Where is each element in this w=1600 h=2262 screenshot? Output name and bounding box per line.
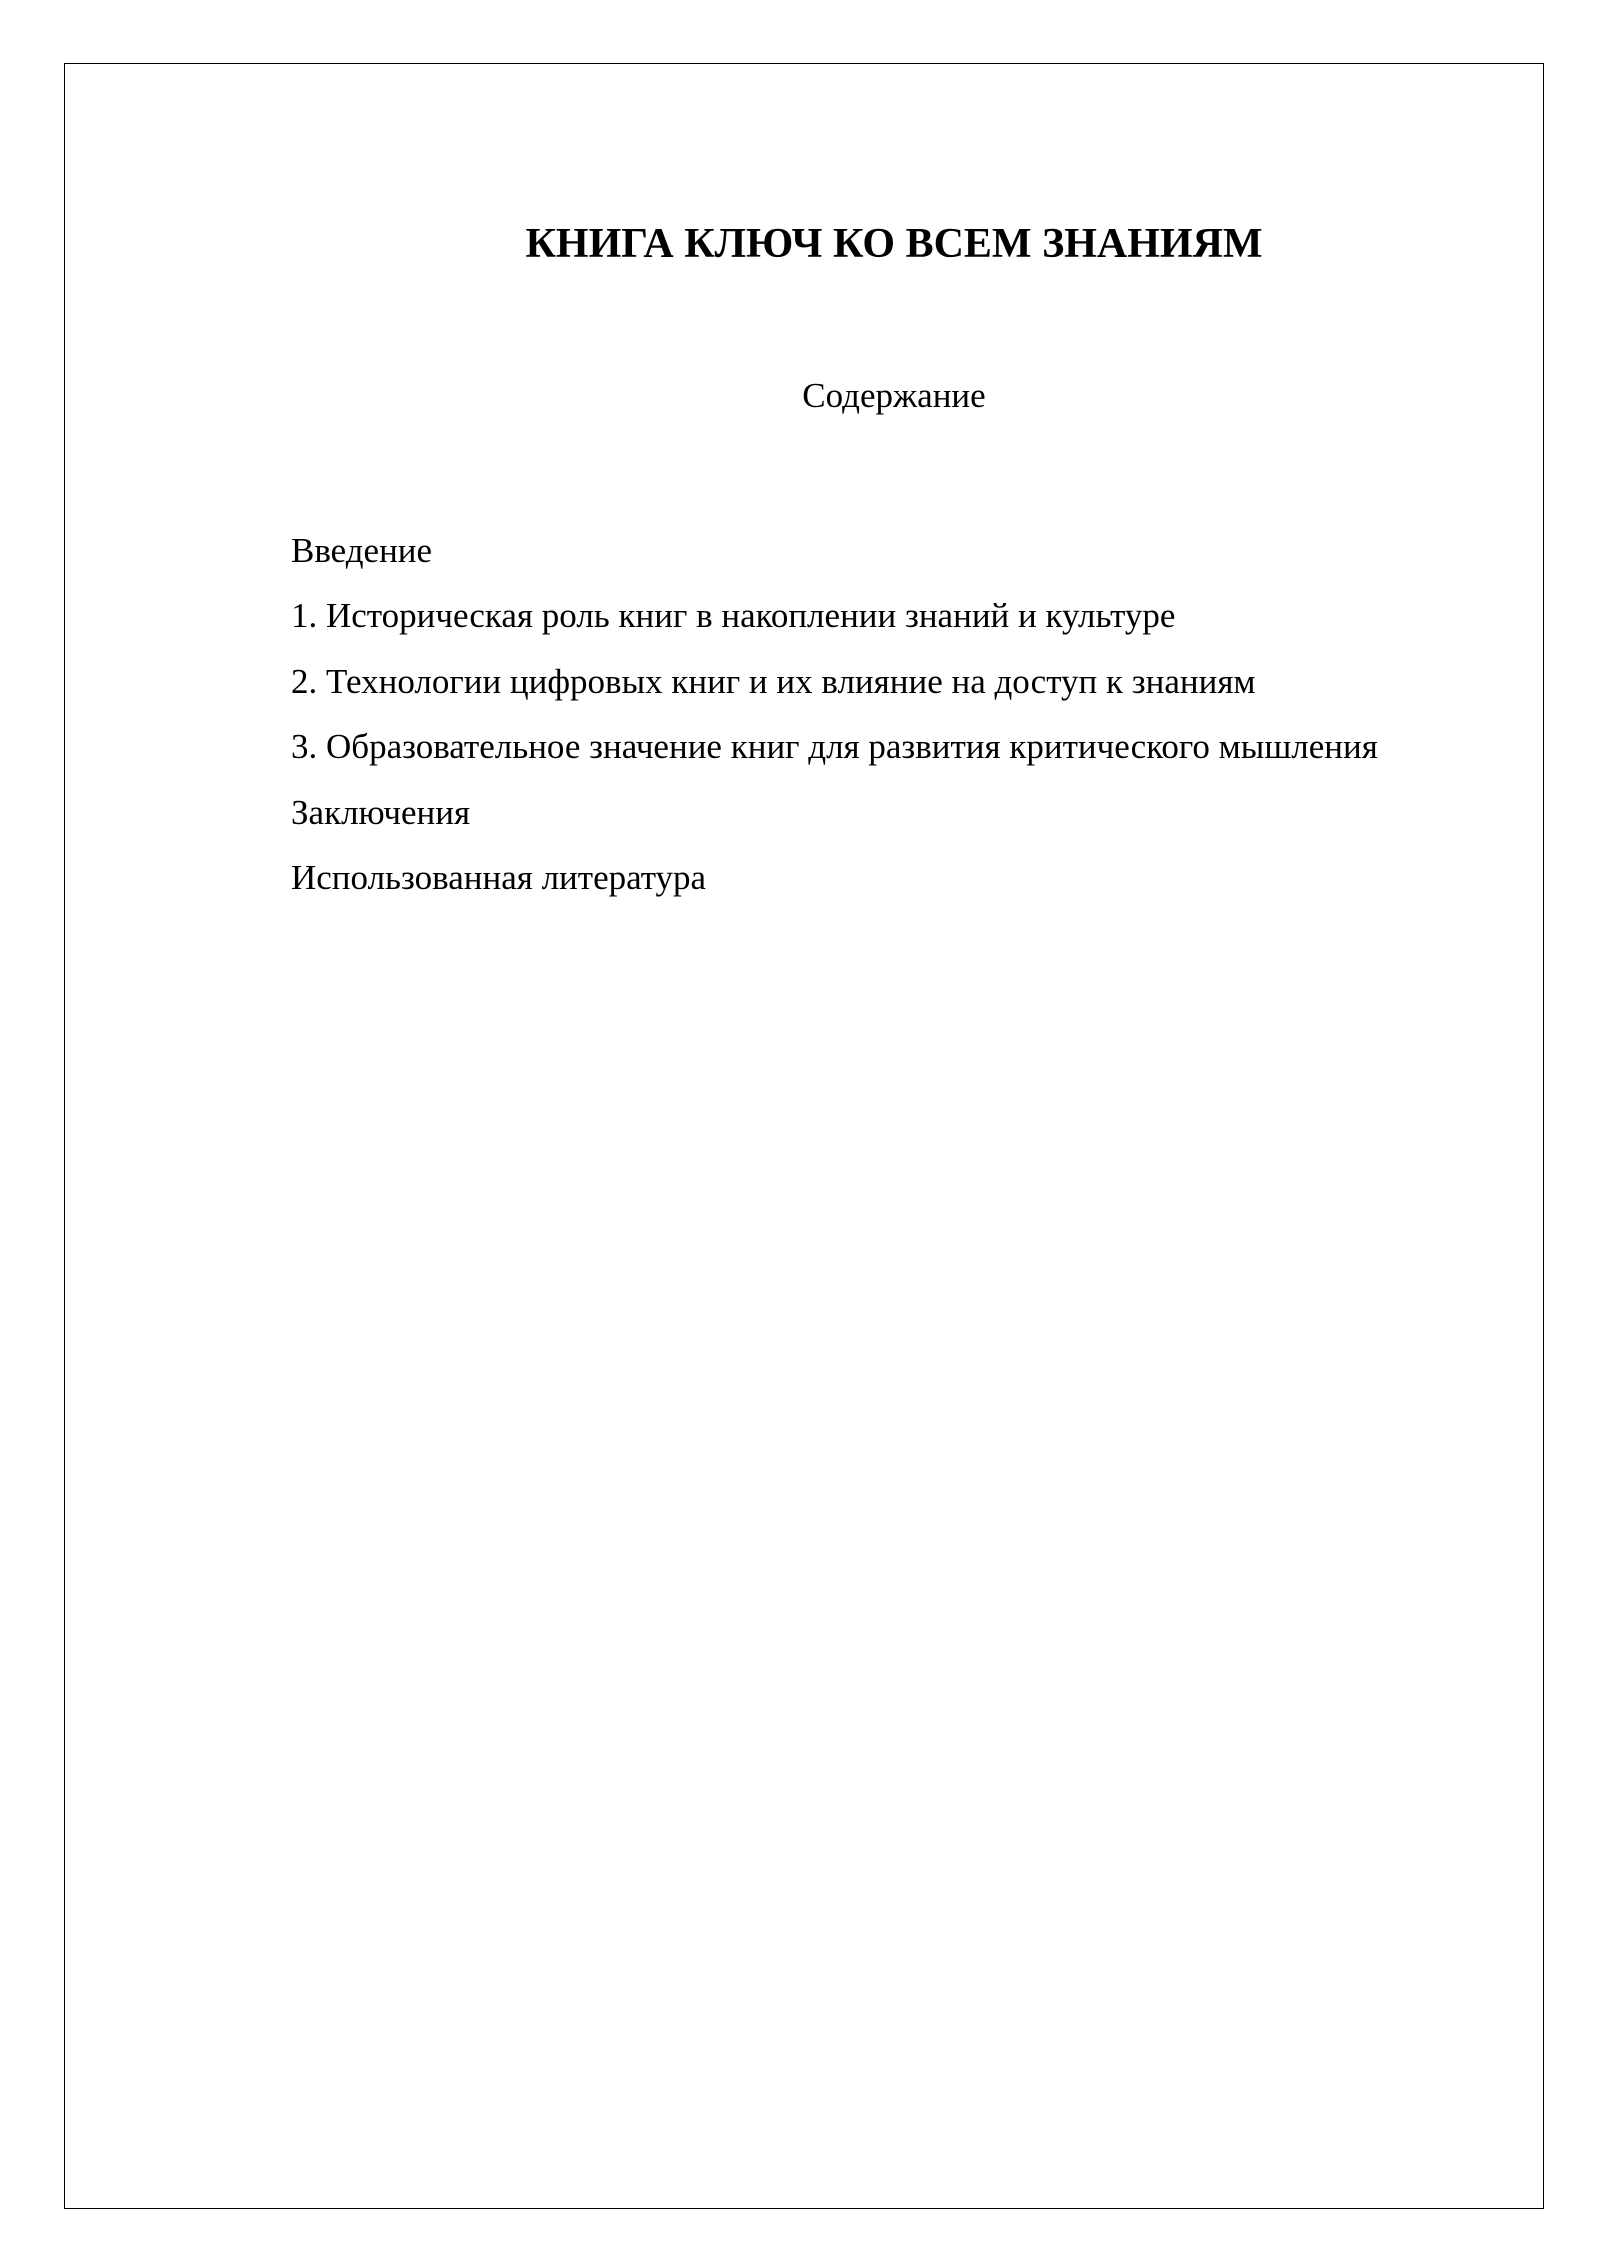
toc-item-chapter-2: 2. Технологии цифровых книг и их влияние на доступ к знаниям <box>291 661 1256 701</box>
toc-item-introduction: Введение <box>291 531 433 570</box>
document-title: КНИГА КЛЮЧ КО ВСЕМ ЗНАНИЯМ <box>525 221 1263 267</box>
toc-item-references: Использованная литература <box>291 858 707 898</box>
toc-item-chapter-1: 1. Историческая роль книг в накоплении знаний и культуре <box>291 596 1176 636</box>
toc-heading: Содержание <box>802 376 986 415</box>
table-of-contents <box>291 518 1378 910</box>
toc-item-chapter-3: 3. Образовательное значение книг для развития критического мышления <box>291 727 1378 767</box>
toc-item-conclusion: Заключения <box>291 792 471 832</box>
